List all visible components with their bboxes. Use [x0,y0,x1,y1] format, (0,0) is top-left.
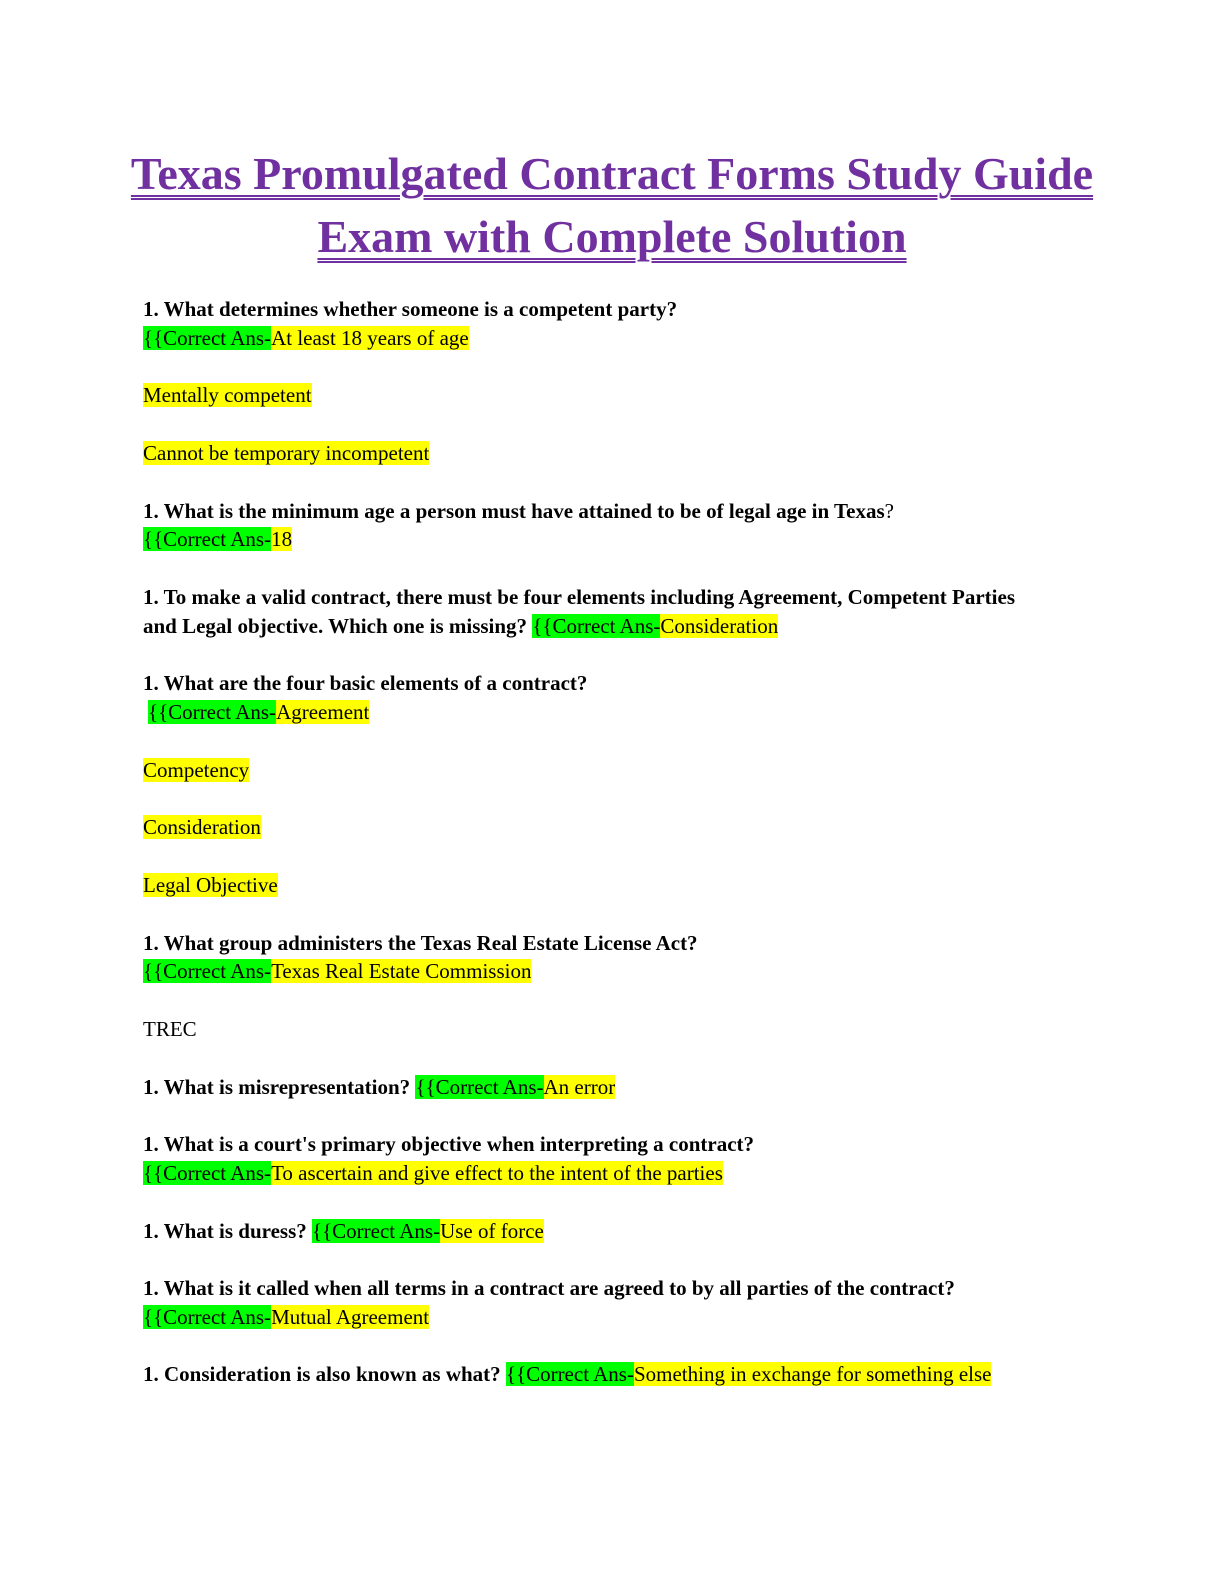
correct-answer-marker: {{Correct Ans- [143,325,272,350]
qa-item-7 [143,1130,1083,1188]
answer-7: To ascertain and give effect to the intent of the parties [271,1160,723,1185]
question-7: 1. What is a court's primary objective when interpreting a contract? [143,1132,755,1157]
correct-answer-marker: {{Correct Ans- [505,1362,634,1387]
question-4: 1. What are the four basic elements of a contract? [143,671,588,696]
qa-list [143,295,1083,1389]
qa-item-10 [143,1360,1083,1389]
question-2 [143,497,1083,526]
answer-8: Use of force [440,1218,544,1243]
correct-answer-marker: {{Correct Ans- [143,959,272,984]
correct-answer-marker: {{Correct Ans- [415,1074,544,1099]
correct-answer-marker: {{Correct Ans- [532,613,661,638]
answer-5-line-2: TREC [143,1016,197,1041]
answer-4-line-3: Consideration [143,815,261,840]
qa-item-3 [143,583,1083,641]
qa-item-5 [143,929,1083,1044]
document-title: Texas Promulgated Contract Forms Study Guide Exam with Complete Solution [130,148,1094,262]
question-5: 1. What group administers the Texas Real Estate License Act? [143,930,698,955]
answer-4-line-4: Legal Objective [143,872,278,897]
question-2-end: ? [884,498,894,523]
answer-9: Mutual Agreement [271,1304,430,1329]
correct-answer-marker: {{Correct Ans- [143,1304,272,1329]
question-9: 1. What is it called when all terms in a contract are agreed to by all parties of the contract? [143,1276,955,1301]
correct-answer-marker: {{Correct Ans- [148,700,277,725]
answer-1-line-3: Cannot be temporary incompetent [143,440,430,465]
question-3-line-2: and Legal objective. Which one is missing? [143,613,528,638]
answer-10: Something in exchange for something else [633,1362,992,1387]
answer-1-line-2: Mentally competent [143,383,312,408]
answer-1: At least 18 years of age [271,325,469,350]
correct-answer-marker: {{Correct Ans- [312,1218,441,1243]
answer-4: Agreement [276,700,370,725]
qa-item-9 [143,1274,1083,1332]
question-2-text: 1. What is the minimum age a person must have attained to be of legal age in Texas [143,498,885,523]
qa-item-1 [143,295,1083,468]
correct-answer-marker: {{Correct Ans- [143,1160,272,1185]
question-6: 1. What is misrepresentation? [143,1074,411,1099]
question-10: 1. Consideration is also known as what? [143,1362,501,1387]
qa-item-6 [143,1073,1083,1102]
question-3-line-1: 1. To make a valid contract, there must be four elements including Agreement, Competent Parties [143,584,1015,609]
correct-answer-marker: {{Correct Ans- [143,527,272,552]
question-1: 1. What determines whether someone is a competent party? [143,297,678,321]
qa-item-2 [143,497,1083,555]
answer-3: Consideration [660,613,779,638]
answer-2: 18 [271,527,293,552]
qa-item-4 [143,669,1083,899]
qa-item-8 [143,1217,1083,1246]
answer-5: Texas Real Estate Commission [271,959,532,984]
question-8: 1. What is duress? [143,1218,307,1243]
answer-4-line-2: Competency [143,757,250,782]
answer-6: An error [543,1074,616,1099]
